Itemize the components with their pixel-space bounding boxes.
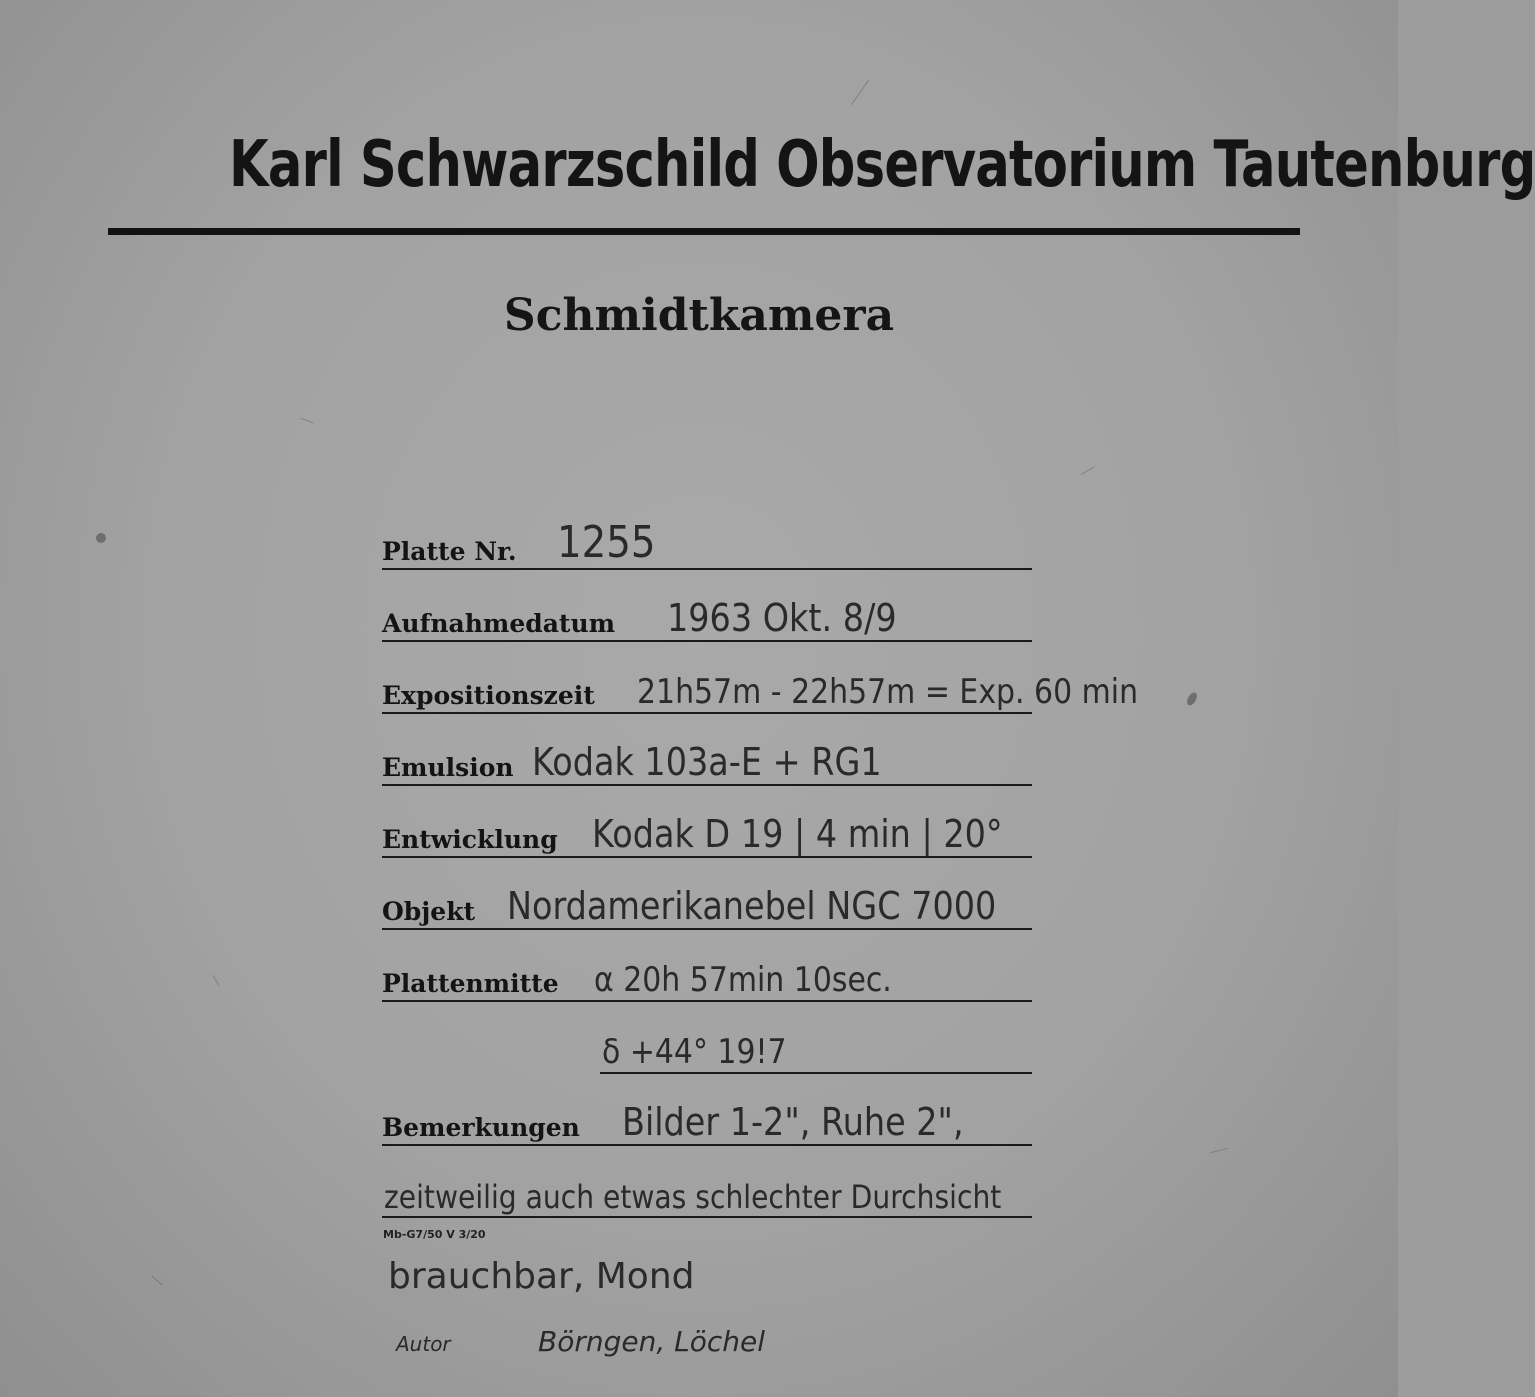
field-rule — [382, 640, 1032, 642]
field-remarks — [382, 1086, 1032, 1146]
field-plate-center-dec — [600, 1014, 1032, 1074]
paper-speck — [1185, 691, 1199, 707]
field-value-ra: α 20h 57min 10sec. — [594, 960, 892, 1000]
author-label: Autor — [396, 1332, 451, 1356]
paper-fiber — [151, 1276, 162, 1286]
field-value: 21h57m - 22h57m = Exp. 60 min — [637, 672, 1139, 712]
field-label: Plattenmitte — [382, 969, 559, 998]
field-rule — [382, 928, 1032, 930]
field-rule — [600, 1072, 1032, 1074]
field-label: Expositionszeit — [382, 681, 595, 710]
form-code: Mb-G7/50 V 3/20 — [383, 1228, 486, 1241]
paper-speck — [96, 533, 106, 543]
paper-fiber — [300, 418, 313, 424]
field-value: zeitweilig auch etwas schlechter Durchsicht — [384, 1178, 1002, 1216]
field-rule — [382, 1216, 1032, 1218]
institution-title: Karl Schwarzschild Observatorium Tautenburg — [229, 128, 1535, 202]
field-rule — [382, 856, 1032, 858]
field-label: Bemerkungen — [382, 1113, 580, 1142]
field-plate-center — [382, 942, 1032, 1002]
field-label: Objekt — [382, 897, 476, 926]
field-label: Platte Nr. — [382, 537, 517, 566]
field-remarks-line2 — [382, 1158, 1032, 1218]
paper-fiber — [213, 975, 220, 986]
field-label: Entwicklung — [382, 825, 558, 854]
field-rule — [382, 712, 1032, 714]
field-plate-number — [382, 510, 1032, 570]
paper-fiber — [851, 80, 869, 105]
field-emulsion — [382, 726, 1032, 786]
instrument-title: Schmidtkamera — [503, 290, 895, 341]
field-value: 1255 — [557, 517, 656, 568]
paper-fiber — [1081, 466, 1095, 475]
field-value: Kodak 103a-E + RG1 — [532, 740, 882, 784]
field-rule — [382, 784, 1032, 786]
field-rule — [382, 568, 1032, 570]
author-value: Börngen, Löchel — [538, 1325, 766, 1358]
field-label: Emulsion — [382, 753, 514, 782]
field-label: Aufnahmedatum — [382, 609, 616, 638]
field-rule — [382, 1144, 1032, 1146]
field-development — [382, 798, 1032, 858]
field-object — [382, 870, 1032, 930]
header-rule — [108, 228, 1300, 235]
field-value: 1963 Okt. 8/9 — [667, 596, 897, 640]
paper-fiber — [1210, 1148, 1228, 1154]
field-date — [382, 582, 1032, 642]
field-value: Bilder 1-2", Ruhe 2", — [622, 1100, 964, 1144]
field-value: Kodak D 19 | 4 min | 20° — [592, 812, 1003, 856]
field-value-dec: δ +44° 19!7 — [602, 1032, 787, 1072]
field-value: Nordamerikanebel NGC 7000 — [507, 884, 997, 928]
remarks-line3: brauchbar, Mond — [388, 1256, 695, 1297]
field-rule — [382, 1000, 1032, 1002]
field-exposure — [382, 654, 1139, 714]
